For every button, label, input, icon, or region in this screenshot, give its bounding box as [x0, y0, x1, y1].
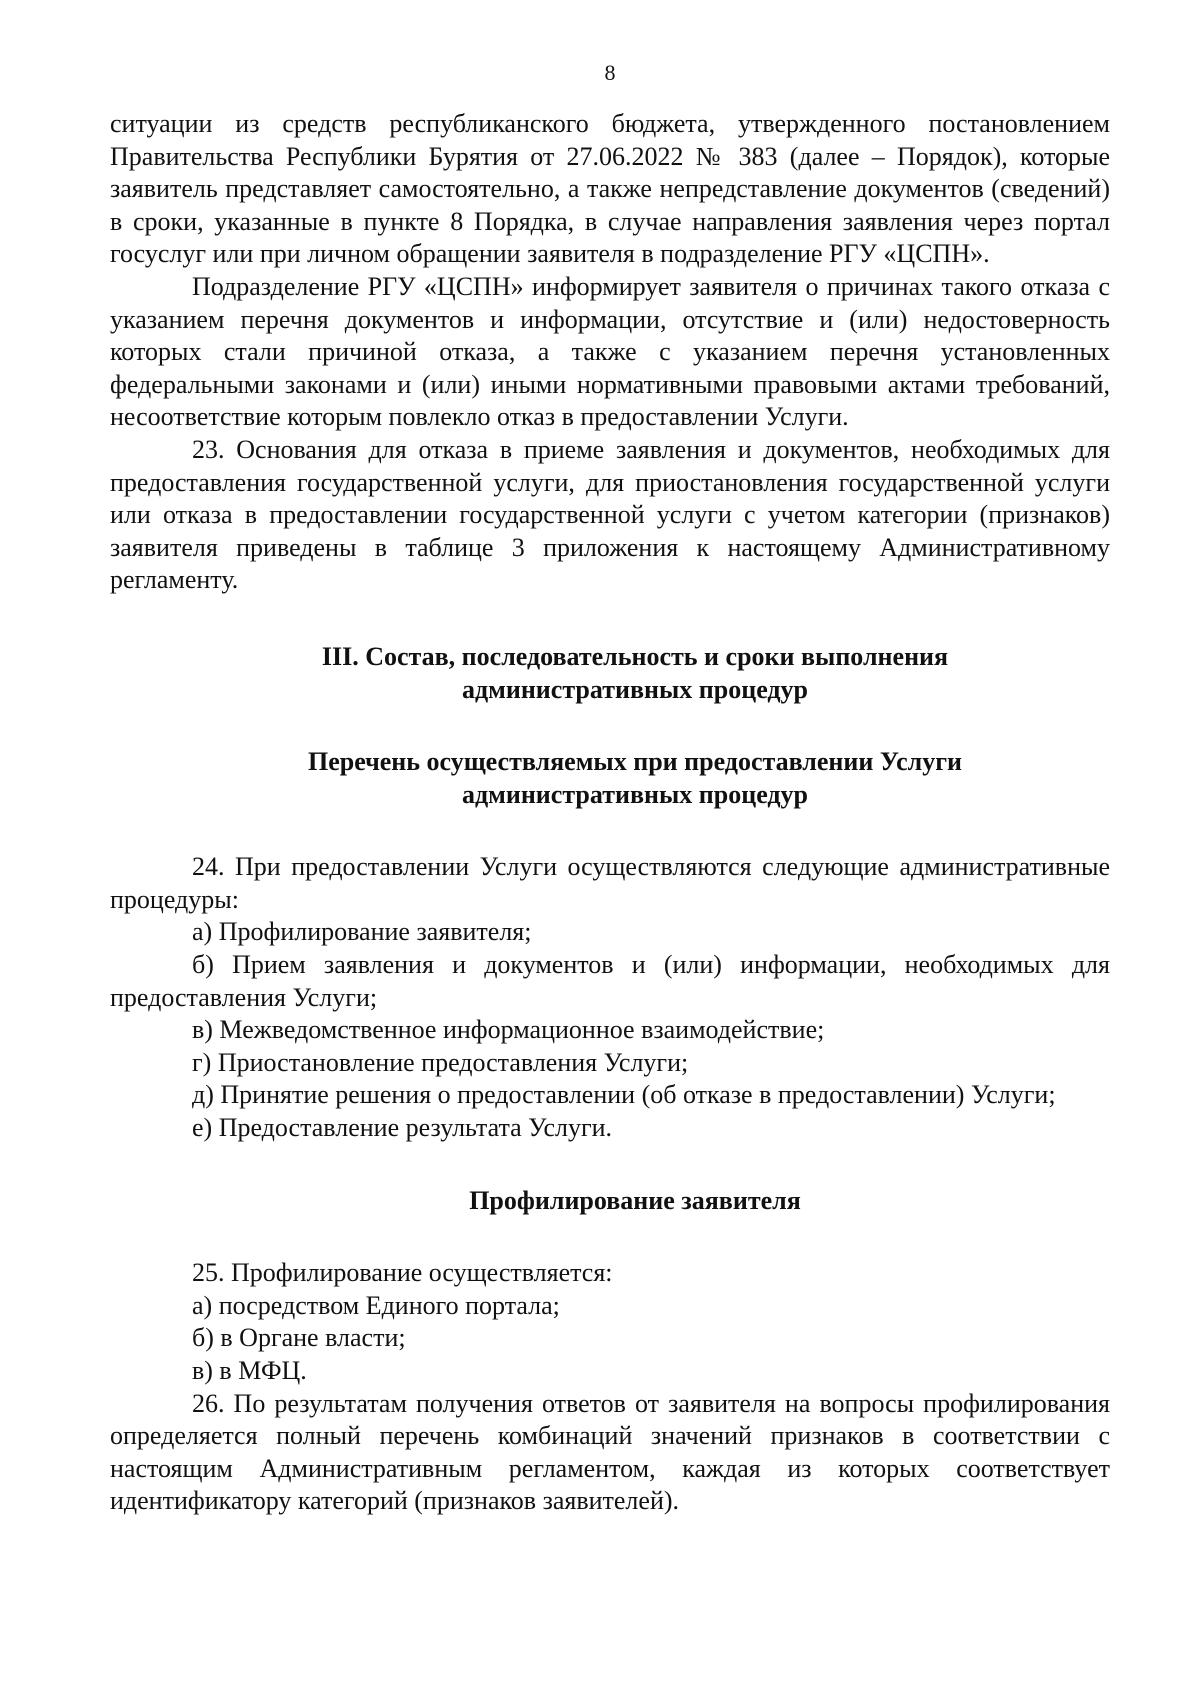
section-heading-line2: административных процедур: [461, 674, 809, 704]
list-item: в) Межведомственное информационное взаимодействие;: [192, 1015, 825, 1045]
subheading-procedures-line1: Перечень осуществляемых при предоставлении Услуги: [307, 747, 963, 777]
paragraph-26: 26. По результатам получения ответов от заявителя на вопросы профилирования определяется полный перечень комбинаций значений признаков в соответствии с настоящим Административным регламентом, каждая из которых соответствует идентификатору категорий (признаков заявителей).: [110, 1388, 1110, 1516]
subheading-profiling: Профилирование заявителя: [469, 1185, 801, 1215]
paragraph-23: 23. Основания для отказа в приеме заявления и документов, необходимых для предоставления государственной услуги, для приостановления государственной услуги или отказа в предоставлении государственной услуги с учетом категории (признаков) заявителя приведены в таблице 3 приложения к настоящему Административному регламенту.: [110, 434, 1110, 595]
paragraph-25: 25. Профилирование осуществляется:: [192, 1258, 613, 1288]
paragraph-24: 24. При предоставлении Услуги осуществляются следующие административные процедуры:: [110, 852, 1110, 914]
list-item: г) Приостановление предоставления Услуги;: [192, 1047, 689, 1077]
list-item: а) Профилирование заявителя;: [192, 917, 532, 947]
list-item: д) Принятие решения о предоставлении (об отказе в предоставлении) Услуги;: [192, 1080, 1056, 1110]
list-item: в) в МФЦ.: [192, 1356, 307, 1385]
subheading-procedures-line2: административных процедур: [461, 779, 809, 809]
section-heading: [110, 641, 1110, 706]
paragraph-notification: Подразделение РГУ «ЦСПН» информирует заявителя о причинах такого отказа с указанием перечня документов и информации, отсутствие и (или) недостоверность которых стали причиной отказа, а также с указанием перечня установленных федеральными законами и (или) иными нормативными правовыми актами требований, несоответствие которым повлекло отказ в предоставлении Услуги.: [110, 271, 1110, 432]
list-item: б) в Органе власти;: [192, 1323, 406, 1353]
list-item: а) посредством Единого портала;: [192, 1290, 560, 1320]
list-24: [110, 916, 1110, 1144]
list-25: [110, 1290, 1110, 1388]
list-item: е) Предоставление результата Услуги.: [192, 1113, 613, 1143]
page-number: 8: [604, 60, 616, 85]
subheading-procedures-list: [110, 746, 1110, 811]
list-item: б) Прием заявления и документов и (или) информации, необходимых для предоставления Услуги;: [110, 950, 1110, 1012]
document-page: [110, 60, 1110, 1518]
paragraph-continuation: ситуации из средств республиканского бюджета, утвержденного постановлением Правительства Республики Бурятия от 27.06.2022 № 383 (далее – Порядок), которые заявитель представляет самостоятельно, а также непредставление документов (сведений) в сроки, указанные в пункте 8 Порядка, в случае направления заявления через портал госуслуг или при личном обращении заявителя в подразделение РГУ «ЦСПН».: [110, 109, 1110, 269]
section-heading-line1: III. Состав, последовательность и сроки выполнения: [321, 641, 949, 671]
